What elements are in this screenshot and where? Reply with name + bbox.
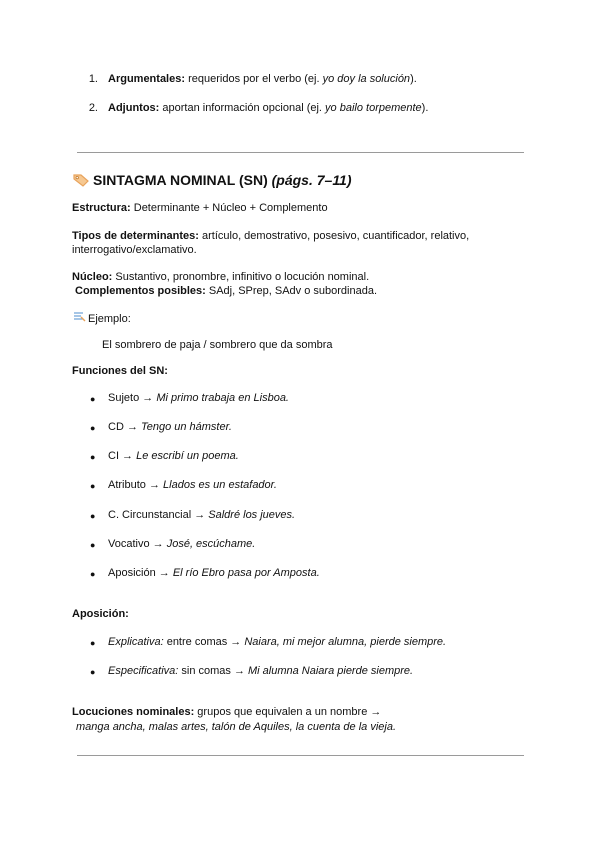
funciones-heading	[72, 364, 168, 378]
locuciones-examples	[76, 720, 396, 734]
tipos-line-2: interrogativo/exclamativo.	[72, 244, 197, 256]
aposicion-heading-text: Aposición:	[72, 608, 129, 620]
bullet-icon: ●	[90, 481, 96, 491]
closing: ).	[410, 73, 417, 85]
nucleo-text: Sustantivo, pronombre, infinitivo o locución nominal.	[112, 271, 370, 283]
locuciones-text: grupos que equivalen a un nombre →	[194, 706, 382, 718]
funcion-text	[108, 566, 320, 580]
funcion-text	[108, 391, 289, 405]
funcion-label: CD →	[108, 421, 141, 433]
bullet-icon: ●	[90, 394, 96, 404]
funcion-example: José, escúchame.	[166, 538, 256, 550]
section-heading	[72, 171, 352, 189]
funcion-text	[108, 537, 255, 551]
complementos-line	[75, 284, 377, 298]
list-text	[108, 101, 428, 115]
funcion-example: Saldré los jueves.	[208, 509, 296, 521]
nucleo-label: Núcleo:	[72, 271, 113, 283]
term: Adjuntos:	[108, 102, 160, 114]
aposicion-type: Explicativa:	[108, 636, 164, 648]
funcion-label: Vocativo →	[108, 538, 167, 550]
bullet-icon: ●	[90, 540, 96, 550]
ejemplo-line	[73, 311, 131, 326]
tipos-line	[72, 229, 469, 243]
estructura-text: Determinante + Núcleo + Complemento	[130, 202, 328, 214]
funcion-example: Mi primo trabaja en Lisboa.	[156, 392, 289, 404]
description: aportan información opcional (ej.	[159, 102, 326, 114]
funcion-example: Llados es un estafador.	[163, 479, 277, 491]
complementos-label: Complementos posibles:	[75, 285, 206, 297]
horizontal-divider	[77, 152, 524, 153]
aposicion-example: Mi alumna Naiara pierde siempre.	[248, 665, 414, 677]
funcion-text	[108, 449, 239, 463]
ejemplo-label: Ejemplo:	[88, 313, 131, 325]
ejemplo-text: El sombrero de paja / sombrero que da sombra	[102, 339, 333, 351]
list-text	[108, 72, 417, 86]
label-tag-icon	[72, 172, 90, 188]
horizontal-divider	[77, 755, 524, 756]
section-pages: (págs. 7–11)	[271, 172, 352, 188]
list-number: 1.	[88, 73, 98, 85]
tipos-text: artículo, demostrativo, posesivo, cuantificador, relativo,	[198, 230, 470, 242]
funcion-label: Aposición →	[108, 567, 173, 579]
aposicion-desc: entre comas →	[163, 636, 245, 648]
locuciones-examples-text: manga ancha, malas artes, talón de Aquiles, la cuenta de la vieja.	[76, 721, 397, 733]
funcion-example: Le escribí un poema.	[136, 450, 239, 462]
description: requeridos por el verbo (ej.	[185, 73, 323, 85]
example: yo doy la solución	[322, 73, 411, 85]
funcion-label: CI →	[108, 450, 137, 462]
example: yo bailo torpemente	[325, 102, 422, 114]
bullet-icon: ●	[90, 452, 96, 462]
aposicion-example: Naiara, mi mejor alumna, pierde siempre.	[244, 636, 447, 648]
aposicion-type: Especificativa:	[108, 665, 179, 677]
bullet-icon: ●	[90, 423, 96, 433]
locuciones-label: Locuciones nominales:	[72, 706, 195, 718]
funcion-text	[108, 420, 232, 434]
aposicion-heading	[72, 607, 129, 621]
closing: ).	[421, 102, 429, 114]
bullet-icon: ●	[90, 667, 96, 677]
funcion-label: Sujeto →	[108, 392, 157, 404]
term: Argumentales:	[108, 73, 186, 85]
estructura-line	[72, 201, 328, 215]
tipos-label: Tipos de determinantes:	[72, 230, 199, 242]
aposicion-desc: sin comas →	[178, 665, 248, 677]
memo-icon	[73, 311, 86, 324]
locuciones-line	[72, 705, 381, 719]
bullet-icon: ●	[90, 569, 96, 579]
nucleo-line	[72, 270, 369, 284]
funcion-label: C. Circunstancial →	[108, 509, 209, 521]
funcion-label: Atributo →	[108, 479, 164, 491]
aposicion-text	[108, 664, 413, 678]
bullet-icon: ●	[90, 638, 96, 648]
funcion-example: Tengo un hámster.	[141, 421, 232, 433]
funcion-example: El río Ebro pasa por Amposta.	[172, 567, 320, 579]
estructura-label: Estructura:	[72, 202, 131, 214]
funcion-text	[108, 508, 295, 522]
section-title: SINTAGMA NOMINAL (SN)	[93, 172, 268, 188]
funcion-text	[108, 478, 277, 492]
bullet-icon: ●	[90, 511, 96, 521]
list-number: 2.	[88, 102, 98, 114]
complementos-text: SAdj, SPrep, SAdv o subordinada.	[205, 285, 378, 297]
funciones-heading-text: Funciones del SN:	[72, 365, 168, 377]
aposicion-text	[108, 635, 446, 649]
